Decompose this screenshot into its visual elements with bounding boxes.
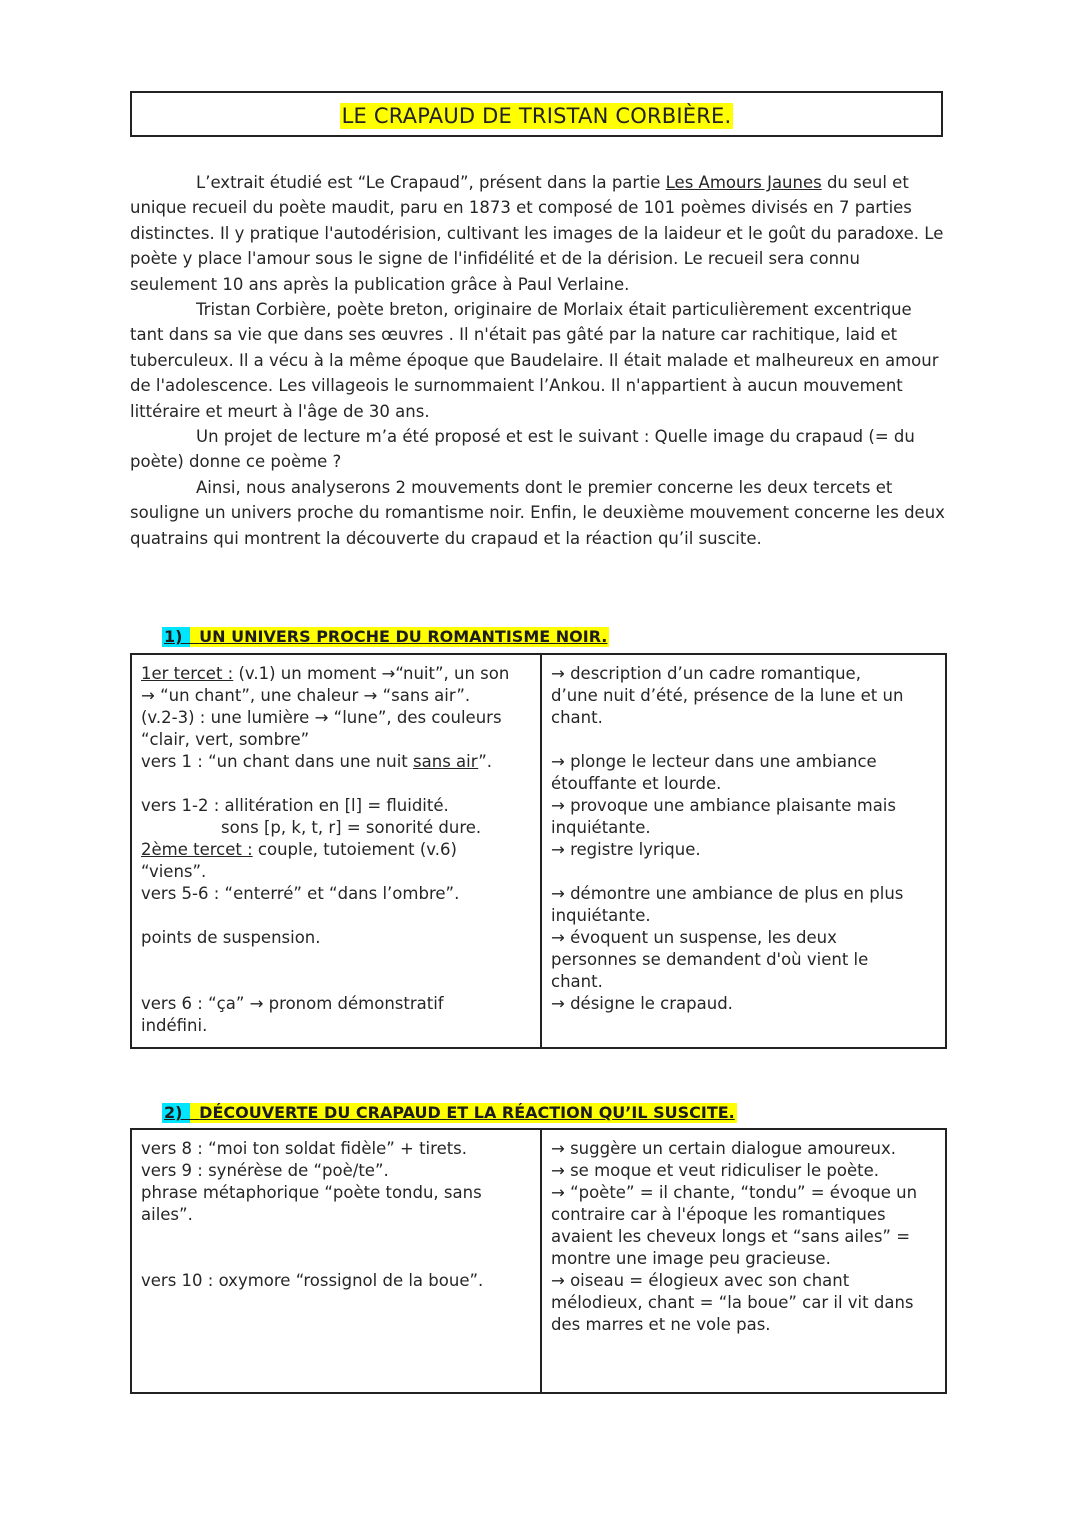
text-line: étouffante et lourde. <box>551 774 722 793</box>
section-1-table <box>130 653 947 1049</box>
text-line: vers 8 : “moi ton soldat fidèle” + tirets. <box>141 1139 468 1158</box>
text-line: des marres et ne vole pas. <box>551 1315 771 1334</box>
text-line: personnes se demandent d'où vient le <box>551 950 869 969</box>
text-line: ailes”. <box>141 1205 193 1224</box>
text-line: vers 9 : synérèse de “poè/te”. <box>141 1161 389 1180</box>
text-line: “viens”. <box>141 862 207 881</box>
intro-paragraph-1 <box>130 170 945 297</box>
text-line: → démontre une ambiance de plus en plus <box>551 884 904 903</box>
text-line: vers 6 : “ça” → pronom démonstratif <box>141 994 444 1013</box>
text-fragment: vers 1 : “un chant dans une nuit <box>141 752 414 771</box>
text-line: chant. <box>551 972 603 991</box>
spacer <box>141 1226 532 1248</box>
text-line: → évoquent un suspense, les deux <box>551 928 837 947</box>
section-1-left-cell <box>131 654 541 1048</box>
spacer <box>551 861 937 883</box>
table-row <box>131 654 946 1048</box>
section-1-heading <box>162 627 609 647</box>
title-box <box>130 91 943 137</box>
second-tercet-label: 2ème tercet : <box>141 840 253 859</box>
spacer <box>141 905 532 927</box>
text-line: montre une image peu gracieuse. <box>551 1249 831 1268</box>
text-line: avaient les cheveux longs et “sans ailes” = <box>551 1227 911 1246</box>
text-line: → description d’un cadre romantique, <box>551 664 861 683</box>
text-line: contraire car à l'époque les romantiques <box>551 1205 886 1224</box>
text-line: → provoque une ambiance plaisante mais <box>551 796 896 815</box>
text-line: → “poète” = il chante, “tondu” = évoque un <box>551 1183 918 1202</box>
text-line: chant. <box>551 708 603 727</box>
intro-p1-end: du seul et unique recueil du poète maudit, paru en 1873 et composé de 101 poèmes divisés en 7 parties distinctes. Il y pratique l'autodérision, cultivant les images de la laideur et le goût du paradoxe. Le poète y place l'amour sous le signe de l'infidélité et de la dérision. Le recueil sera connu seulement 10 ans après la publication grâce à Paul Verlaine. <box>130 173 944 294</box>
text-line: “clair, vert, sombre” <box>141 730 310 749</box>
text-line: inquiétante. <box>551 818 651 837</box>
text-line: points de suspension. <box>141 928 321 947</box>
text-line: → plonge le lecteur dans une ambiance <box>551 752 877 771</box>
section-2-number: 2) <box>164 1103 183 1122</box>
section-1-number: 1) <box>164 627 183 646</box>
text-line: sons [p, k, t, r] = sonorité dure. <box>221 818 482 837</box>
section-2-title: DÉCOUVERTE DU CRAPAUD ET LA RÉACTION QU’IL SUSCITE. <box>199 1103 735 1122</box>
spacer <box>141 1248 532 1270</box>
text-line: → se moque et veut ridiculiser le poète. <box>551 1161 879 1180</box>
text-line: mélodieux, chant = “la boue” car il vit dans <box>551 1293 914 1312</box>
intro-text <box>130 170 945 551</box>
collection-title: Les Amours Jaunes <box>665 173 822 192</box>
text-line: → désigne le crapaud. <box>551 994 733 1013</box>
text-line: vers 10 : oxymore “rossignol de la boue”. <box>141 1271 484 1290</box>
text-fragment: couple, tutoiement (v.6) <box>252 840 457 859</box>
text-line: vers 1-2 : allitération en [l] = fluidité. <box>141 796 449 815</box>
intro-paragraph-2: Tristan Corbière, poète breton, originaire de Morlaix était particulièrement excentrique tant dans sa vie que dans ses œuvres . Il n'était pas gâté par la nature car rachitique, laid et tuberculeux. Il a vécu à la même époque que Baudelaire. Il était malade et malheureux en amour de l'adolescence. Les villageois le surnommaient l’Ankou. Il n'appartient à aucun mouvement littéraire et meurt à l'âge de 30 ans. <box>130 300 939 421</box>
spacer <box>551 729 937 751</box>
intro-paragraph-3: Un projet de lecture m’a été proposé et est le suivant : Quelle image du crapaud (= du poète) donne ce poème ? <box>130 427 915 472</box>
text-line: vers 5-6 : “enterré” et “dans l’ombre”. <box>141 884 460 903</box>
text-line: → registre lyrique. <box>551 840 701 859</box>
text-line: indéfini. <box>141 1016 208 1035</box>
text-line <box>141 839 532 861</box>
section-1-title: UN UNIVERS PROCHE DU ROMANTISME NOIR. <box>199 627 608 646</box>
spacer <box>141 971 532 993</box>
intro-p1-start: L’extrait étudié est “Le Crapaud”, présent dans la partie <box>196 173 666 192</box>
section-1-right-cell <box>541 654 946 1048</box>
section-2-heading <box>162 1103 737 1123</box>
text-line: → suggère un certain dialogue amoureux. <box>551 1139 897 1158</box>
text-line: inquiétante. <box>551 906 651 925</box>
table-row <box>131 1129 946 1393</box>
section-2-right-cell <box>541 1129 946 1393</box>
intro-paragraph-4: Ainsi, nous analyserons 2 mouvements dont le premier concerne les deux tercets et souligne un univers proche du romantisme noir. Enfin, le deuxième mouvement concerne les deux quatrains qui montrent la découverte du crapaud et la réaction qu’il suscite. <box>130 477 945 548</box>
text-line: d’une nuit d’été, présence de la lune et un <box>551 686 904 705</box>
underlined-quote: sans air <box>413 752 479 771</box>
page-title: LE CRAPAUD DE TRISTAN CORBIÈRE. <box>341 104 732 128</box>
section-2-left-cell <box>131 1129 541 1393</box>
text-line <box>141 751 532 773</box>
text-fragment: ”. <box>478 752 493 771</box>
text-line <box>141 663 532 685</box>
spacer <box>141 949 532 971</box>
text-line: → oiseau = élogieux avec son chant <box>551 1271 850 1290</box>
text-line: phrase métaphorique “poète tondu, sans <box>141 1183 482 1202</box>
text-line: → “un chant”, une chaleur → “sans air”. <box>141 686 471 705</box>
text-line: (v.2-3) : une lumière → “lune”, des couleurs <box>141 708 502 727</box>
text-fragment: (v.1) un moment →“nuit”, un son <box>233 664 510 683</box>
section-2-table <box>130 1128 947 1394</box>
first-tercet-label: 1er tercet : <box>141 664 234 683</box>
spacer <box>141 773 532 795</box>
